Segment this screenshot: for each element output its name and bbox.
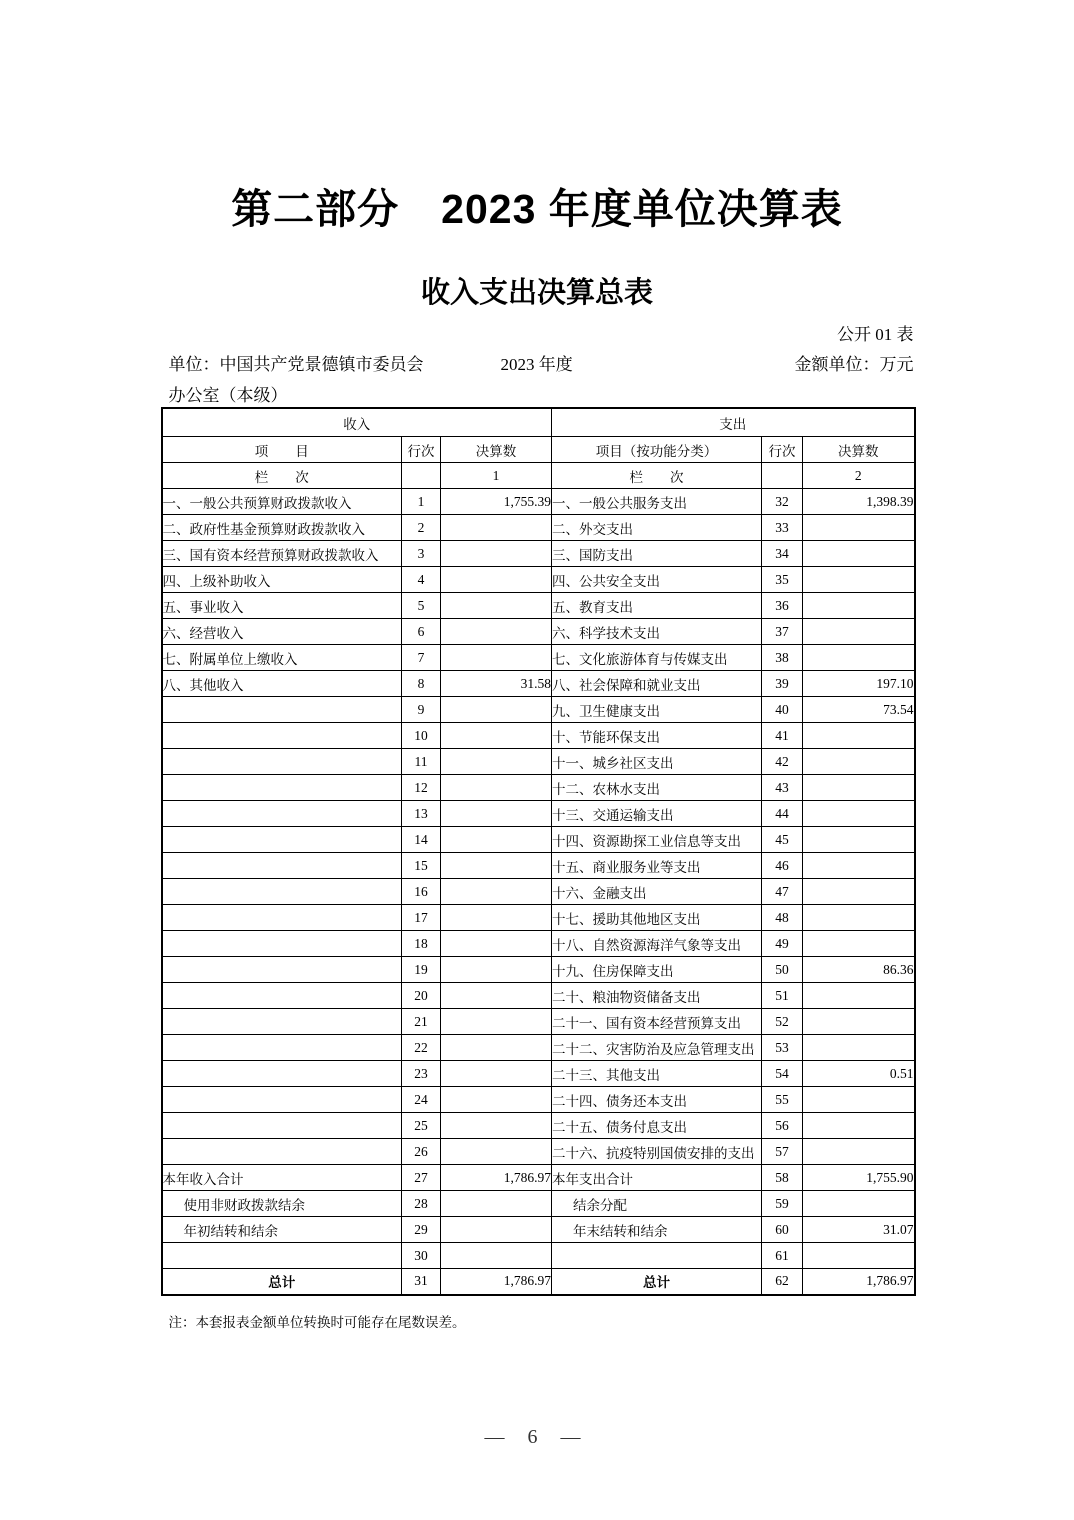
expense-amount-cell [803, 1139, 915, 1165]
income-rowno-cell: 12 [402, 775, 441, 801]
income-item-cell: 年初结转和结余 [162, 1217, 402, 1243]
income-rowno-cell: 29 [402, 1217, 441, 1243]
table-row [162, 593, 915, 619]
income-rowno-cell: 13 [402, 801, 441, 827]
income-rowno-cell: 23 [402, 1061, 441, 1087]
table-row [162, 853, 915, 879]
expense-lanci-blank [762, 463, 803, 489]
table-row [162, 1217, 915, 1243]
income-rowno-cell: 17 [402, 905, 441, 931]
income-item-column-header: 项 目 [162, 437, 402, 463]
income-item-cell [162, 1139, 402, 1165]
unit-name-line1: 单位：中国共产党景德镇市委员会 [168, 355, 424, 375]
income-item-cell: 一、一般公共预算财政拨款收入 [162, 489, 402, 515]
expense-amount-cell [803, 1243, 915, 1269]
income-item-cell [162, 1009, 402, 1035]
income-amount-cell [441, 1243, 552, 1269]
income-amount-cell [441, 619, 552, 645]
expense-item-cell: 二十四、债务还本支出 [552, 1087, 762, 1113]
income-rowno-cell: 7 [402, 645, 441, 671]
income-amount-cell [441, 593, 552, 619]
income-amount-cell [441, 515, 552, 541]
table-row [162, 515, 915, 541]
expense-amount-cell [803, 931, 915, 957]
expense-rowno-cell: 38 [762, 645, 803, 671]
income-item-cell: 六、经营收入 [162, 619, 402, 645]
expense-item-cell: 二十三、其他支出 [552, 1061, 762, 1087]
table-row [162, 983, 915, 1009]
income-amount-cell [441, 645, 552, 671]
expense-amount-cell [803, 827, 915, 853]
table-row [162, 905, 915, 931]
income-item-cell [162, 1087, 402, 1113]
expense-item-cell: 二十六、抗疫特别国债安排的支出 [552, 1139, 762, 1165]
table-row [162, 723, 915, 749]
income-rowno-cell: 10 [402, 723, 441, 749]
table-row [162, 801, 915, 827]
table-row [162, 957, 915, 983]
expense-item-cell: 一、一般公共服务支出 [552, 489, 762, 515]
expense-item-cell: 六、科学技术支出 [552, 619, 762, 645]
income-rowno-cell: 26 [402, 1139, 441, 1165]
expense-rowno-cell: 34 [762, 541, 803, 567]
table-title: 收入支出决算总表 [420, 277, 653, 310]
income-item-cell [162, 905, 402, 931]
expense-rowno-cell: 39 [762, 671, 803, 697]
income-amount-cell [441, 1113, 552, 1139]
income-column-index: 1 [441, 463, 552, 489]
table-row [162, 541, 915, 567]
income-amount-cell [441, 801, 552, 827]
expense-amount-cell [803, 515, 915, 541]
income-amount-cell [441, 983, 552, 1009]
expense-amount-cell [803, 749, 915, 775]
expense-amount-cell [803, 541, 915, 567]
income-rowno-cell: 31 [402, 1269, 441, 1295]
expense-rowno-cell: 45 [762, 827, 803, 853]
expense-item-cell: 十六、金融支出 [552, 879, 762, 905]
expense-item-cell: 本年支出合计 [552, 1165, 762, 1191]
income-amount-cell [441, 957, 552, 983]
income-amount-cell [441, 749, 552, 775]
expense-item-cell: 十四、资源勘探工业信息等支出 [552, 827, 762, 853]
expense-amount-cell: 73.54 [803, 697, 915, 723]
expense-rowno-cell: 59 [762, 1191, 803, 1217]
income-rowno-cell: 22 [402, 1035, 441, 1061]
table-row [162, 1087, 915, 1113]
table-row [162, 1009, 915, 1035]
income-item-cell: 五、事业收入 [162, 593, 402, 619]
expense-rowno-cell: 49 [762, 931, 803, 957]
expense-amount-cell [803, 853, 915, 879]
income-amount-cell: 1,755.39 [441, 489, 552, 515]
income-item-cell [162, 957, 402, 983]
income-section-header: 收入 [162, 408, 552, 437]
income-item-cell: 三、国有资本经营预算财政拨款收入 [162, 541, 402, 567]
income-item-cell [162, 749, 402, 775]
expense-amount-cell: 1,398.39 [803, 489, 915, 515]
table-row [162, 931, 915, 957]
table-header [162, 408, 915, 489]
expense-amount-cell: 86.36 [803, 957, 915, 983]
expense-item-cell: 三、国防支出 [552, 541, 762, 567]
expense-rowno-cell: 44 [762, 801, 803, 827]
income-amount-cell [441, 697, 552, 723]
income-amount-cell [441, 879, 552, 905]
income-amount-cell [441, 541, 552, 567]
income-amount-cell [441, 1217, 552, 1243]
income-amount-cell [441, 1087, 552, 1113]
expense-amount-cell [803, 905, 915, 931]
table-row [162, 1061, 915, 1087]
income-item-cell [162, 827, 402, 853]
table-row [162, 619, 915, 645]
income-rowno-cell: 19 [402, 957, 441, 983]
income-rowno-cell: 3 [402, 541, 441, 567]
fiscal-year-label: 2023 年度 [500, 355, 573, 375]
expense-item-cell: 结余分配 [552, 1191, 762, 1217]
income-amount-column-header: 决算数 [441, 437, 552, 463]
income-amount-cell [441, 827, 552, 853]
income-rowno-cell: 11 [402, 749, 441, 775]
table-row [162, 775, 915, 801]
income-item-cell: 本年收入合计 [162, 1165, 402, 1191]
page-title: 第二部分 2023 年度单位决算表 [231, 186, 843, 232]
expense-item-cell: 十九、住房保障支出 [552, 957, 762, 983]
expense-item-column-header: 项目（按功能分类） [552, 437, 762, 463]
expense-amount-cell: 31.07 [803, 1217, 915, 1243]
expense-rowno-cell: 42 [762, 749, 803, 775]
income-item-cell [162, 697, 402, 723]
expense-item-cell: 二十、粮油物资储备支出 [552, 983, 762, 1009]
expense-item-cell: 十七、援助其他地区支出 [552, 905, 762, 931]
income-lanci-blank [402, 463, 441, 489]
income-amount-cell [441, 723, 552, 749]
table-row [162, 1191, 915, 1217]
expense-rowno-cell: 57 [762, 1139, 803, 1165]
footnote: 注：本套报表金额单位转换时可能存在尾数误差。 [168, 1314, 466, 1330]
income-amount-cell: 31.58 [441, 671, 552, 697]
income-item-cell: 四、上级补助收入 [162, 567, 402, 593]
expense-item-cell: 四、公共安全支出 [552, 567, 762, 593]
income-item-cell [162, 879, 402, 905]
expense-rowno-cell: 41 [762, 723, 803, 749]
income-item-cell: 总计 [162, 1269, 402, 1295]
table-row [162, 827, 915, 853]
income-rowno-cell: 28 [402, 1191, 441, 1217]
income-rowno-cell: 18 [402, 931, 441, 957]
unit-name-line2: 办公室（本级） [168, 386, 288, 406]
income-item-cell: 七、附属单位上缴收入 [162, 645, 402, 671]
income-item-cell: 二、政府性基金预算财政拨款收入 [162, 515, 402, 541]
table-row [162, 1035, 915, 1061]
income-rowno-cell: 30 [402, 1243, 441, 1269]
table-row [162, 749, 915, 775]
expense-item-cell: 年末结转和结余 [552, 1217, 762, 1243]
income-item-cell: 八、其他收入 [162, 671, 402, 697]
expense-item-cell [552, 1243, 762, 1269]
table-row [162, 671, 915, 697]
expense-rowno-cell: 47 [762, 879, 803, 905]
income-rowno-cell: 16 [402, 879, 441, 905]
income-rowno-cell: 27 [402, 1165, 441, 1191]
expense-item-cell: 十一、城乡社区支出 [552, 749, 762, 775]
table-row [162, 1165, 915, 1191]
income-rowno-cell: 24 [402, 1087, 441, 1113]
expense-amount-cell [803, 645, 915, 671]
expense-rowno-cell: 46 [762, 853, 803, 879]
expense-amount-cell [803, 1191, 915, 1217]
income-rowno-cell: 21 [402, 1009, 441, 1035]
expense-rowno-cell: 40 [762, 697, 803, 723]
income-rowno-cell: 4 [402, 567, 441, 593]
meta-row [161, 349, 914, 407]
income-rowno-cell: 25 [402, 1113, 441, 1139]
income-item-cell [162, 1061, 402, 1087]
expense-item-cell: 五、教育支出 [552, 593, 762, 619]
table-row [162, 489, 915, 515]
expense-amount-cell [803, 775, 915, 801]
income-item-cell [162, 1113, 402, 1139]
page-number: — 6 — [484, 1426, 590, 1448]
income-amount-cell: 1,786.97 [441, 1165, 552, 1191]
expense-amount-cell [803, 1087, 915, 1113]
expense-amount-cell [803, 801, 915, 827]
income-rowno-cell: 15 [402, 853, 441, 879]
expense-amount-cell: 1,786.97 [803, 1269, 915, 1295]
expense-rowno-cell: 62 [762, 1269, 803, 1295]
income-item-cell [162, 801, 402, 827]
income-amount-cell [441, 1191, 552, 1217]
income-amount-cell [441, 1035, 552, 1061]
table-row [162, 1269, 915, 1295]
expense-item-cell: 九、卫生健康支出 [552, 697, 762, 723]
expense-rowno-cell: 54 [762, 1061, 803, 1087]
expense-rowno-cell: 55 [762, 1087, 803, 1113]
income-item-cell [162, 775, 402, 801]
amount-unit-label: 金额单位：万元 [794, 355, 914, 375]
expense-item-cell: 十二、农林水支出 [552, 775, 762, 801]
expense-rowno-cell: 43 [762, 775, 803, 801]
expense-rowno-cell: 58 [762, 1165, 803, 1191]
expense-rowno-cell: 32 [762, 489, 803, 515]
expense-item-cell: 十八、自然资源海洋气象等支出 [552, 931, 762, 957]
expense-item-cell: 总计 [552, 1269, 762, 1295]
income-item-cell: 使用非财政拨款结余 [162, 1191, 402, 1217]
expense-amount-cell [803, 1113, 915, 1139]
expense-amount-cell [803, 723, 915, 749]
expense-rowno-cell: 56 [762, 1113, 803, 1139]
expense-column-index: 2 [803, 463, 915, 489]
expense-item-cell: 八、社会保障和就业支出 [552, 671, 762, 697]
income-amount-cell [441, 853, 552, 879]
income-rowno-cell: 20 [402, 983, 441, 1009]
expense-rowno-cell: 36 [762, 593, 803, 619]
income-amount-cell [441, 905, 552, 931]
expense-amount-cell [803, 567, 915, 593]
income-amount-cell [441, 567, 552, 593]
table-row [162, 645, 915, 671]
income-rowno-cell: 9 [402, 697, 441, 723]
expense-rowno-column-header: 行次 [762, 437, 803, 463]
income-amount-cell [441, 1009, 552, 1035]
expense-amount-cell: 1,755.90 [803, 1165, 915, 1191]
table-row [162, 697, 915, 723]
income-rowno-column-header: 行次 [402, 437, 441, 463]
income-item-cell [162, 931, 402, 957]
expense-amount-cell [803, 983, 915, 1009]
expense-rowno-cell: 35 [762, 567, 803, 593]
expense-rowno-cell: 53 [762, 1035, 803, 1061]
column-index-row [162, 463, 915, 489]
expense-item-cell: 七、文化旅游体育与传媒支出 [552, 645, 762, 671]
expense-item-cell: 二十二、灾害防治及应急管理支出 [552, 1035, 762, 1061]
income-rowno-cell: 5 [402, 593, 441, 619]
expense-item-cell: 十、节能环保支出 [552, 723, 762, 749]
income-item-cell [162, 1243, 402, 1269]
expense-rowno-cell: 37 [762, 619, 803, 645]
income-rowno-cell: 6 [402, 619, 441, 645]
expense-rowno-cell: 60 [762, 1217, 803, 1243]
table-row [162, 567, 915, 593]
expense-item-cell: 二十五、债务付息支出 [552, 1113, 762, 1139]
income-amount-cell [441, 931, 552, 957]
expense-amount-cell: 0.51 [803, 1061, 915, 1087]
expense-rowno-cell: 51 [762, 983, 803, 1009]
expense-amount-cell: 197.10 [803, 671, 915, 697]
expense-rowno-cell: 50 [762, 957, 803, 983]
expense-amount-cell [803, 619, 915, 645]
expense-amount-cell [803, 1035, 915, 1061]
expense-rowno-cell: 33 [762, 515, 803, 541]
table-row [162, 1139, 915, 1165]
income-item-cell [162, 853, 402, 879]
income-amount-cell [441, 1139, 552, 1165]
table-row [162, 879, 915, 905]
expense-rowno-cell: 61 [762, 1243, 803, 1269]
section-header-row [162, 408, 915, 437]
expense-rowno-cell: 48 [762, 905, 803, 931]
income-amount-cell: 1,786.97 [441, 1269, 552, 1295]
expense-section-header: 支出 [552, 408, 915, 437]
table-row [162, 1243, 915, 1269]
column-header-row [162, 437, 915, 463]
income-rowno-cell: 2 [402, 515, 441, 541]
unit-name [169, 349, 424, 411]
expense-rowno-cell: 52 [762, 1009, 803, 1035]
income-amount-cell [441, 775, 552, 801]
income-amount-cell [441, 1061, 552, 1087]
content-area [161, 324, 914, 1331]
income-rowno-cell: 1 [402, 489, 441, 515]
expense-item-cell: 二十一、国有资本经营预算支出 [552, 1009, 762, 1035]
table-code-label: 公开 01 表 [837, 325, 914, 345]
expense-amount-cell [803, 879, 915, 905]
expense-amount-column-header: 决算数 [803, 437, 915, 463]
expense-item-cell: 二、外交支出 [552, 515, 762, 541]
table-row [162, 1113, 915, 1139]
expense-item-cell: 十五、商业服务业等支出 [552, 853, 762, 879]
income-rowno-cell: 8 [402, 671, 441, 697]
income-lanci-label: 栏 次 [162, 463, 402, 489]
budget-summary-table [161, 407, 916, 1296]
expense-amount-cell [803, 593, 915, 619]
table-body [162, 489, 915, 1295]
expense-item-cell: 十三、交通运输支出 [552, 801, 762, 827]
income-item-cell [162, 1035, 402, 1061]
income-rowno-cell: 14 [402, 827, 441, 853]
income-item-cell [162, 723, 402, 749]
income-item-cell [162, 983, 402, 1009]
expense-lanci-label: 栏 次 [552, 463, 762, 489]
expense-amount-cell [803, 1009, 915, 1035]
